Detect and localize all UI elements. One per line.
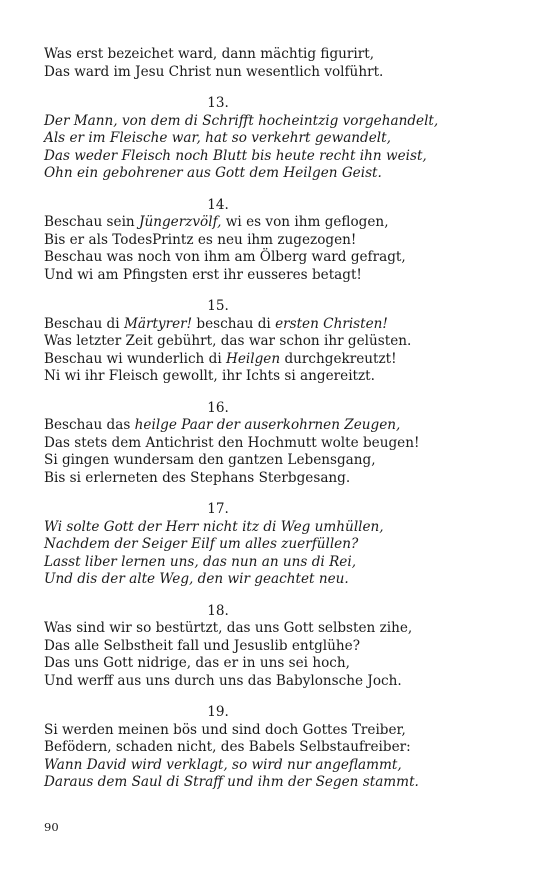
verse-segment: Was sind wir so bestürtzt, das uns Gott selbsten zihe, <box>44 620 413 636</box>
verse-line <box>44 638 514 656</box>
stanza <box>44 704 514 792</box>
verse-segment-italic: Ohn ein gebohrener aus Gott dem Heilgen Geist. <box>44 165 382 181</box>
verse-line <box>44 64 514 82</box>
page-number: 90 <box>44 820 59 834</box>
verse-segment: Und werff aus uns durch uns das Babylonsche Joch. <box>44 672 402 689</box>
verse-segment-italic: heilge Paar der auserkohrnen Zeugen, <box>134 417 401 433</box>
verse-line <box>44 165 514 183</box>
poem-body <box>44 46 514 806</box>
verse-line <box>44 620 514 638</box>
verse-line <box>44 130 514 148</box>
verse-segment: durchgekreutzt! <box>280 350 397 367</box>
verse-segment: Was letzter Zeit gebührt, das war schon ihr gelüsten. <box>44 333 412 349</box>
verse-line <box>44 214 514 232</box>
verse-line <box>44 113 514 131</box>
verse-line <box>44 673 514 691</box>
verse-segment: Ni wi ihr Fleisch gewollt, ihr Ichts si angereitzt. <box>44 368 375 384</box>
verse-segment: Beschau wi wunderlich di <box>44 350 227 367</box>
verse-segment-italic: Das weder Fleisch noch Blutt bis heute recht ihn weist, <box>44 147 427 164</box>
verse-segment-italic: Als er im Fleische war, hat so verkehrt gewandelt, <box>44 130 391 146</box>
verse-segment-italic: ersten Christen! <box>275 315 388 332</box>
verse-line <box>44 554 514 572</box>
verse-line <box>44 267 514 285</box>
verse-line <box>44 655 514 673</box>
verse-segment: Beschau das <box>44 417 135 433</box>
stanza <box>44 501 514 589</box>
verse-line <box>44 46 514 64</box>
stanza-number: 19. <box>207 704 229 720</box>
verse-segment: Bis er als TodesPrintz es neu ihm zugezogen! <box>44 231 357 248</box>
stanza <box>44 46 514 81</box>
verse-segment-italic: Jüngerzvölf, <box>139 214 222 230</box>
verse-segment-italic: Wi solte Gott der Herr nicht itz di Weg umhüllen, <box>44 518 384 535</box>
verse-line <box>44 417 514 435</box>
stanza-number: 18. <box>207 602 229 619</box>
verse-segment: Bis si erlerneten des Stephans Sterbgesang. <box>44 469 351 486</box>
stanza <box>44 197 514 285</box>
stanza-number: 17. <box>207 501 229 517</box>
verse-line <box>44 368 514 386</box>
verse-segment: Si werden meinen bös und sind doch Gottes Treiber, <box>44 721 406 738</box>
verse-line <box>44 519 514 537</box>
verse-segment: beschau di <box>192 315 276 332</box>
verse-segment-italic: Märtyrer! <box>123 315 193 332</box>
verse-segment: Si gingen wundersam den gantzen Lebensgang, <box>44 452 376 468</box>
stanza <box>44 95 514 183</box>
verse-segment-italic: Lasst liber lernen uns, das nun an uns di Rei, <box>44 553 357 570</box>
verse-segment: Das uns Gott nidrige, das er in uns sei hoch, <box>44 655 350 671</box>
verse-line <box>44 774 514 792</box>
verse-line <box>44 739 514 757</box>
verse-segment: Befödern, schaden nicht, des Babels Selbstaufreiber: <box>44 739 411 755</box>
stanza <box>44 603 514 691</box>
verse-segment: Das ward im Jesu Christ nun wesentlich volführt. <box>44 63 384 80</box>
verse-segment: wi es von ihm geflogen, <box>221 214 389 230</box>
verse-segment: Beschau sein <box>44 214 140 230</box>
verse-line <box>44 536 514 554</box>
verse-line <box>44 148 514 166</box>
verse-segment-italic: Heilgen <box>226 350 281 367</box>
stanza <box>44 400 514 488</box>
stanza-number: 13. <box>207 95 229 111</box>
verse-segment: Beschau was noch von ihm am Ölberg ward gefragt, <box>44 249 406 265</box>
verse-line <box>44 757 514 775</box>
stanza <box>44 298 514 386</box>
verse-line <box>44 470 514 488</box>
verse-segment-italic: Und dis der alte Weg, den wir geachtet neu. <box>44 571 349 587</box>
verse-segment: Das alle Selbstheit fall und Jesuslib entglühe? <box>44 637 361 654</box>
verse-line <box>44 333 514 351</box>
verse-line <box>44 452 514 470</box>
verse-segment-italic: Der Mann, von dem di Schrifft hocheintzig vorgehandelt, <box>44 112 439 129</box>
verse-line <box>44 249 514 267</box>
verse-line <box>44 435 514 453</box>
verse-line <box>44 722 514 740</box>
verse-line <box>44 232 514 250</box>
verse-line <box>44 351 514 369</box>
verse-line <box>44 316 514 334</box>
stanza-number: 14. <box>207 196 229 213</box>
verse-segment: Das stets dem Antichrist den Hochmutt wolte beugen! <box>44 434 420 451</box>
verse-segment-italic: Nachdem der Seiger Eilf um alles zuerfüllen? <box>44 536 359 552</box>
verse-segment: Und wi am Pfingsten erst ihr eusseres betagt! <box>44 266 362 283</box>
verse-segment: Was erst bezeichet ward, dann mächtig figurirt, <box>44 46 375 62</box>
stanza-number: 15. <box>207 298 229 314</box>
verse-segment-italic: Daraus dem Saul di Straff und ihm der Segen stammt. <box>44 774 419 790</box>
verse-segment: Beschau di <box>44 315 124 332</box>
verse-segment-italic: Wann David wird verklagt, so wird nur angeflammt, <box>44 756 402 773</box>
verse-line <box>44 571 514 589</box>
stanza-number: 16. <box>207 399 229 416</box>
